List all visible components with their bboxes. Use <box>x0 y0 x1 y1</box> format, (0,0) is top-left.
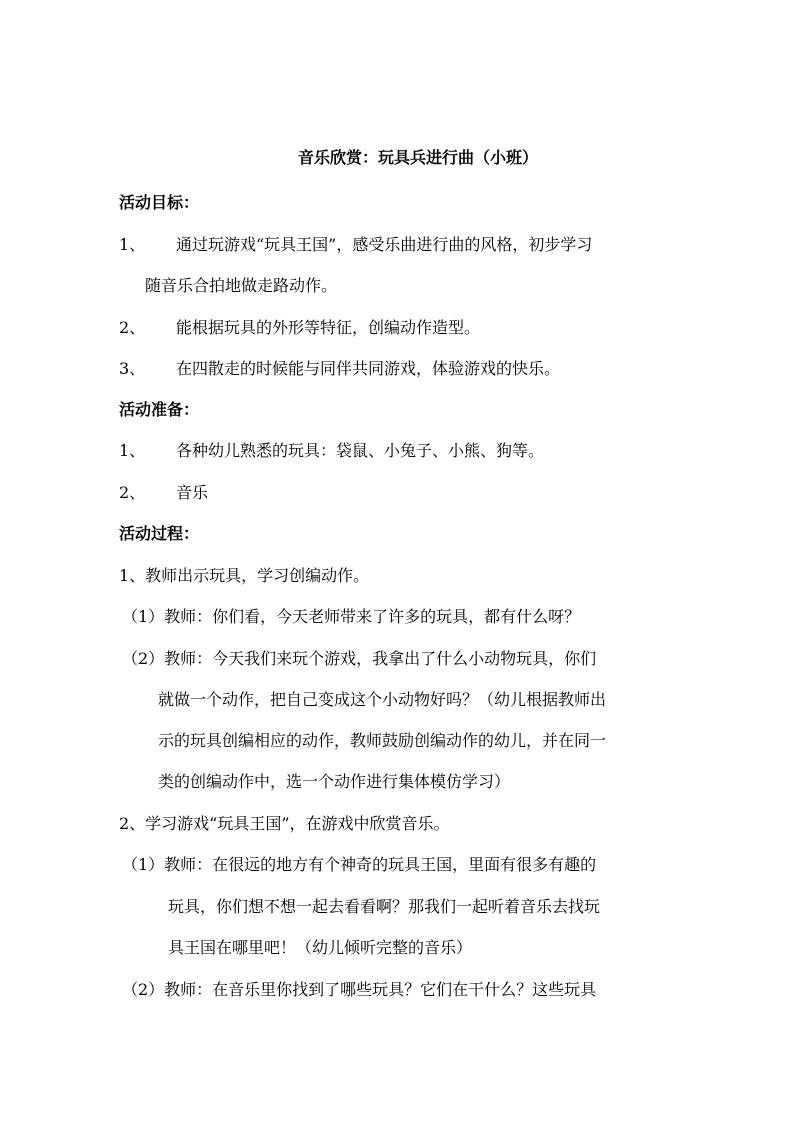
step1-title: 1、教师出示玩具，学习创编动作。 <box>119 566 370 585</box>
page-title: 音乐欣赏：玩具兵进行曲（小班） <box>298 148 539 167</box>
goal-text: 通过玩游戏“玩具王国”，感受乐曲进行曲的风格，初步学习 <box>176 235 593 254</box>
goal-text: 能根据玩具的外形等特征，创编动作造型。 <box>176 318 481 337</box>
prep-number: 2、 <box>119 483 146 502</box>
paragraph-line: 示的玩具创编相应的动作，教师鼓励创编动作的幼儿，并在同一 <box>158 731 607 750</box>
step1-paragraph-1: （1）教师：你们看，今天老师带来了许多的玩具，都有什么呀？ <box>122 607 581 626</box>
paragraph-line: 类的创编动作中，选一个动作进行集体模仿学习） <box>158 772 511 791</box>
step2-title: 2、学习游戏“玩具王国”，在游戏中欣赏音乐。 <box>119 814 450 833</box>
paragraph-line: 就做一个动作，把自己变成这个小动物好吗？（幼儿根据教师出 <box>158 690 607 709</box>
goal-number: 3、 <box>119 359 146 378</box>
prep-text: 各种幼儿熟悉的玩具：袋鼠、小兔子、小熊、狗等。 <box>176 441 545 460</box>
paragraph-line: 具王国在哪里吧！（幼儿倾听完整的音乐） <box>168 938 473 957</box>
prep-heading: 活动准备： <box>119 400 200 419</box>
goal-text: 在四散走的时候能与同伴共同游戏，体验游戏的快乐。 <box>176 359 561 378</box>
process-heading: 活动过程： <box>119 524 200 543</box>
goal-text-continued: 随音乐合拍地做走路动作。 <box>145 276 338 295</box>
goal-number: 1、 <box>119 235 146 254</box>
step2-paragraph-2: （2）教师：在音乐里你找到了哪些玩具？它们在干什么？这些玩具 <box>122 980 597 999</box>
goals-heading: 活动目标： <box>119 193 200 212</box>
prep-number: 1、 <box>119 441 146 460</box>
paragraph-line: （1）教师：在很远的地方有个神奇的玩具王国，里面有很多有趣的 <box>122 855 597 874</box>
paragraph-line: 玩具，你们想不想一起去看看啊？那我们一起听着音乐去找玩 <box>168 897 601 916</box>
paragraph-line: （2）教师：今天我们来玩个游戏，我拿出了什么小动物玩具，你们 <box>122 649 597 668</box>
goal-number: 2、 <box>119 318 146 337</box>
prep-text: 音乐 <box>176 483 209 502</box>
